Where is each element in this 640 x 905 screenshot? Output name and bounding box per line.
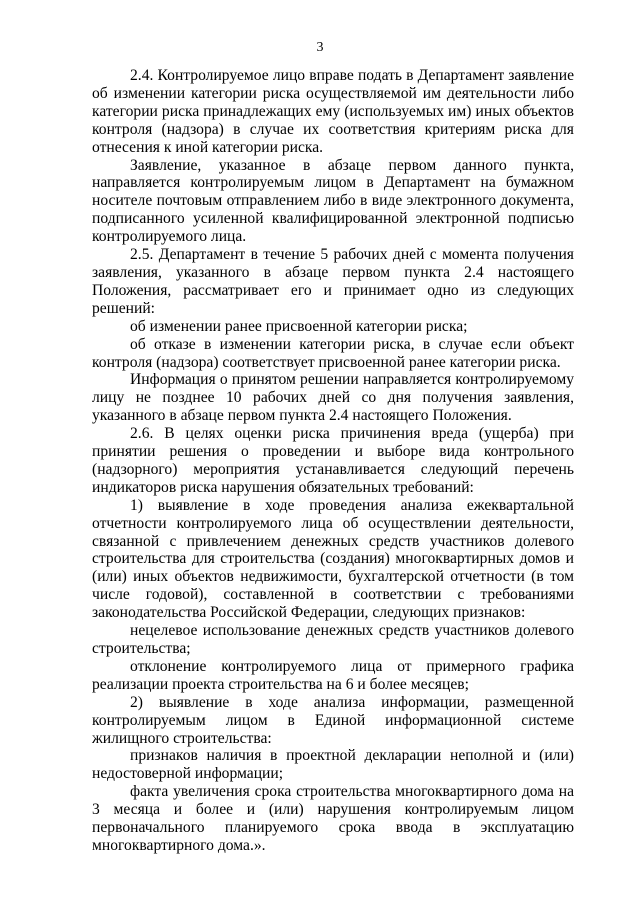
sign-incomplete-declaration: признаков наличия в проектной декларации неполной и (или) недостоверной информации; — [92, 747, 574, 783]
sign-misuse-funds: нецелевое использование денежных средств участников долевого строительства; — [92, 622, 574, 657]
sign-schedule-deviation: отклонение контролируемого лица от примерного графика реализации проекта строительства на 6 и более месяцев; — [92, 657, 574, 693]
indicator-2: 2) выявление в ходе анализа информации, размещенной контролируемым лицом в Единой информационной системе жилищного строительства: — [92, 693, 574, 747]
indicator-1: 1) выявление в ходе проведения анализа ежеквартальной отчетности контролируемого лица об осуществлении деятельности, связанной с привлечением денежных средств участников долевого строительства для строительства (создания) многоквартирных домов и (или) иных объектов недвижимости, бухгалтерской отчетности (в том числе годовой), составленной в соответствии с требованиями законодательства Российской Федерации, следующих признаков: — [92, 496, 574, 622]
decision-change: об изменении ранее присвоенной категории риска; — [130, 317, 468, 335]
paragraph-2-4: 2.4. Контролируемое лицо вправе подать в Департамент заявление об изменении категории риска осуществляемой им деятельности либо категории риска принадлежащих ему (используемых им) иных объектов контроля (надзора) в случае их соответствия критериям риска для отнесения к иной категории риска. — [92, 67, 574, 156]
paragraph-2-5: 2.5. Департамент в течение 5 рабочих дней с момента получения заявления, указанного в абзаце первом пункта 2.4 настоящего Положения, рассматривает его и принимает одно из следующих решений: — [92, 246, 574, 317]
document-body — [92, 67, 574, 855]
decision-refuse: об отказе в изменении категории риска, в случае если объект контроля (надзора) соответствует присвоенной ранее категории риска. — [92, 335, 574, 371]
paragraph-information: Информация о принятом решении направляется контролируемому лицу не позднее 10 рабочих дней со дня получения заявления, указанного в абзаце первом пункта 2.4 настоящего Положения. — [92, 371, 574, 425]
paragraph-application: Заявление, указанное в абзаце первом данного пункта, направляется контролируемым лицом в Департамент на бумажном носителе почтовым отправлением либо в виде электронного документа, подписанного усиленной квалифицированной электронной подписью контролируемого лица. — [92, 156, 574, 246]
sign-construction-delay: факта увеличения срока строительства многоквартирного дома на 3 месяца и более и (или) нарушения контролируемым лицом первоначального планируемого срока ввода в эксплуатацию многоквартирного дома.». — [92, 783, 574, 854]
paragraph-2-6: 2.6. В целях оценки риска причинения вреда (ущерба) при принятии решения о проведении и выборе вида контрольного (надзорного) мероприятия устанавливается следующий перечень индикаторов риска нарушения обязательных требований: — [92, 425, 574, 496]
page-number: 3 — [316, 40, 324, 55]
